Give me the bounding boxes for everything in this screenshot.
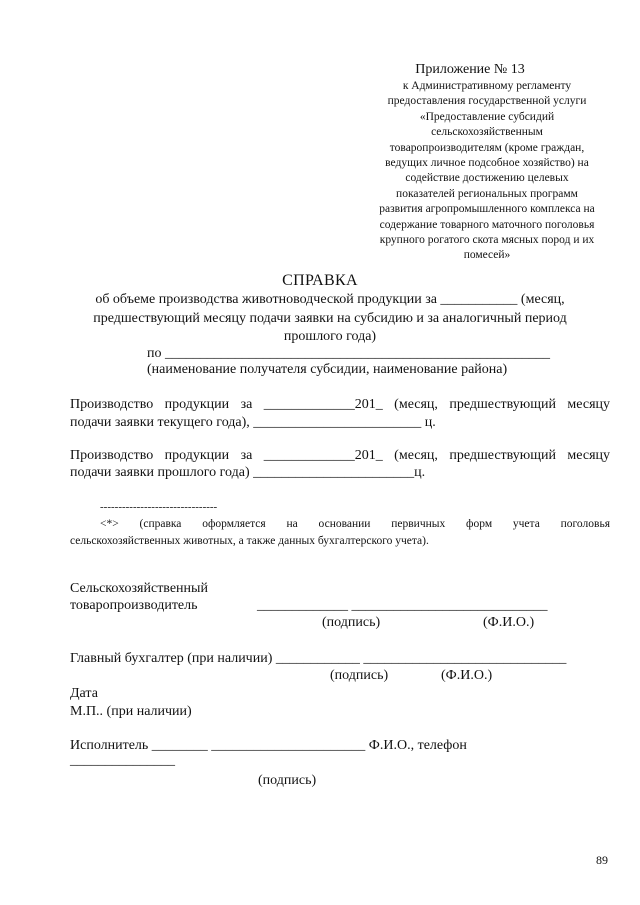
appendix-line: «Предоставление субсидий [419, 110, 555, 123]
appendix-line: показателей региональных программ [396, 187, 578, 200]
subtitle-line: прошлого года) [283, 329, 377, 344]
footnote-line-2: сельскохозяйственных животных, а также данных бухгалтерского учета). [70, 535, 429, 547]
subtitle-line: предшествующий месяцу подачи заявки на субсидию и за аналогичный период [93, 310, 567, 326]
document-title: СПРАВКА [282, 272, 358, 289]
executor-underline: _______________ [70, 753, 175, 768]
document-subtitle [60, 291, 600, 347]
appendix-line: товаропроизводителям (кроме граждан, [389, 141, 585, 154]
stamp-label: М.П.. (при наличии) [70, 704, 192, 719]
appendix-line: сельскохозяйственным [431, 126, 543, 139]
executor-line: Исполнитель ________ ______________________ Ф.И.О., телефон [70, 738, 467, 753]
accountant-line: Главный бухгалтер (при наличии) ____________ _____________________________ [70, 651, 567, 666]
producer-label: Сельскохозяйственный [70, 581, 208, 596]
production-previous-line-1: Производство продукции за _____________201_ (месяц, предшествующий месяцу [70, 448, 610, 463]
date-label: Дата [70, 686, 98, 701]
production-current-line-2: подачи заявки текущего года), ________________________ ц. [70, 415, 436, 430]
footnote-separator: -------------------------------- [100, 501, 218, 513]
accountant-caption-name: (Ф.И.О.) [441, 668, 493, 683]
appendix-line: крупного рогатого скота мясных пород и их [379, 234, 595, 247]
page-number: 89 [596, 853, 608, 867]
appendix-line: ведущих личное подсобное хозяйство) на [385, 157, 589, 170]
producer-label-2: товаропроизводитель [70, 598, 198, 613]
appendix-line: содержание товарного маточного поголовья [379, 218, 595, 231]
footnote-line-1: <*> (справка оформляется на основании первичных форм учета поголовья [100, 518, 610, 530]
appendix-line: содействие достижению целевых [405, 172, 569, 185]
appendix-line: помесей» [463, 249, 511, 262]
executor-caption-signature: (подпись) [258, 773, 317, 788]
accountant-caption-signature: (подпись) [330, 668, 389, 683]
production-current-line-1: Производство продукции за _____________201_ (месяц, предшествующий месяцу [70, 397, 610, 412]
producer-signature-blanks: _____________ ____________________________ [257, 598, 548, 613]
appendix-title: Приложение № 13 [415, 62, 525, 77]
production-previous-line-2: подачи заявки прошлого года) _______________________ц. [70, 465, 426, 480]
producer-caption-signature: (подпись) [322, 615, 381, 630]
appendix-line: предоставления государственной услуги [387, 95, 587, 108]
subtitle-line: об объеме производства животноводческой продукции за ___________ (месяц, [95, 292, 565, 307]
recipient-caption: (наименование получателя субсидии, наименование района) [147, 362, 508, 377]
appendix-line: к Административному регламенту [402, 80, 572, 92]
appendix-text [362, 79, 612, 264]
appendix-line: развития агропромышленного комплекса на [379, 203, 595, 216]
recipient-line: по _______________________________________________________ [147, 346, 550, 361]
producer-caption-name: (Ф.И.О.) [483, 615, 535, 630]
